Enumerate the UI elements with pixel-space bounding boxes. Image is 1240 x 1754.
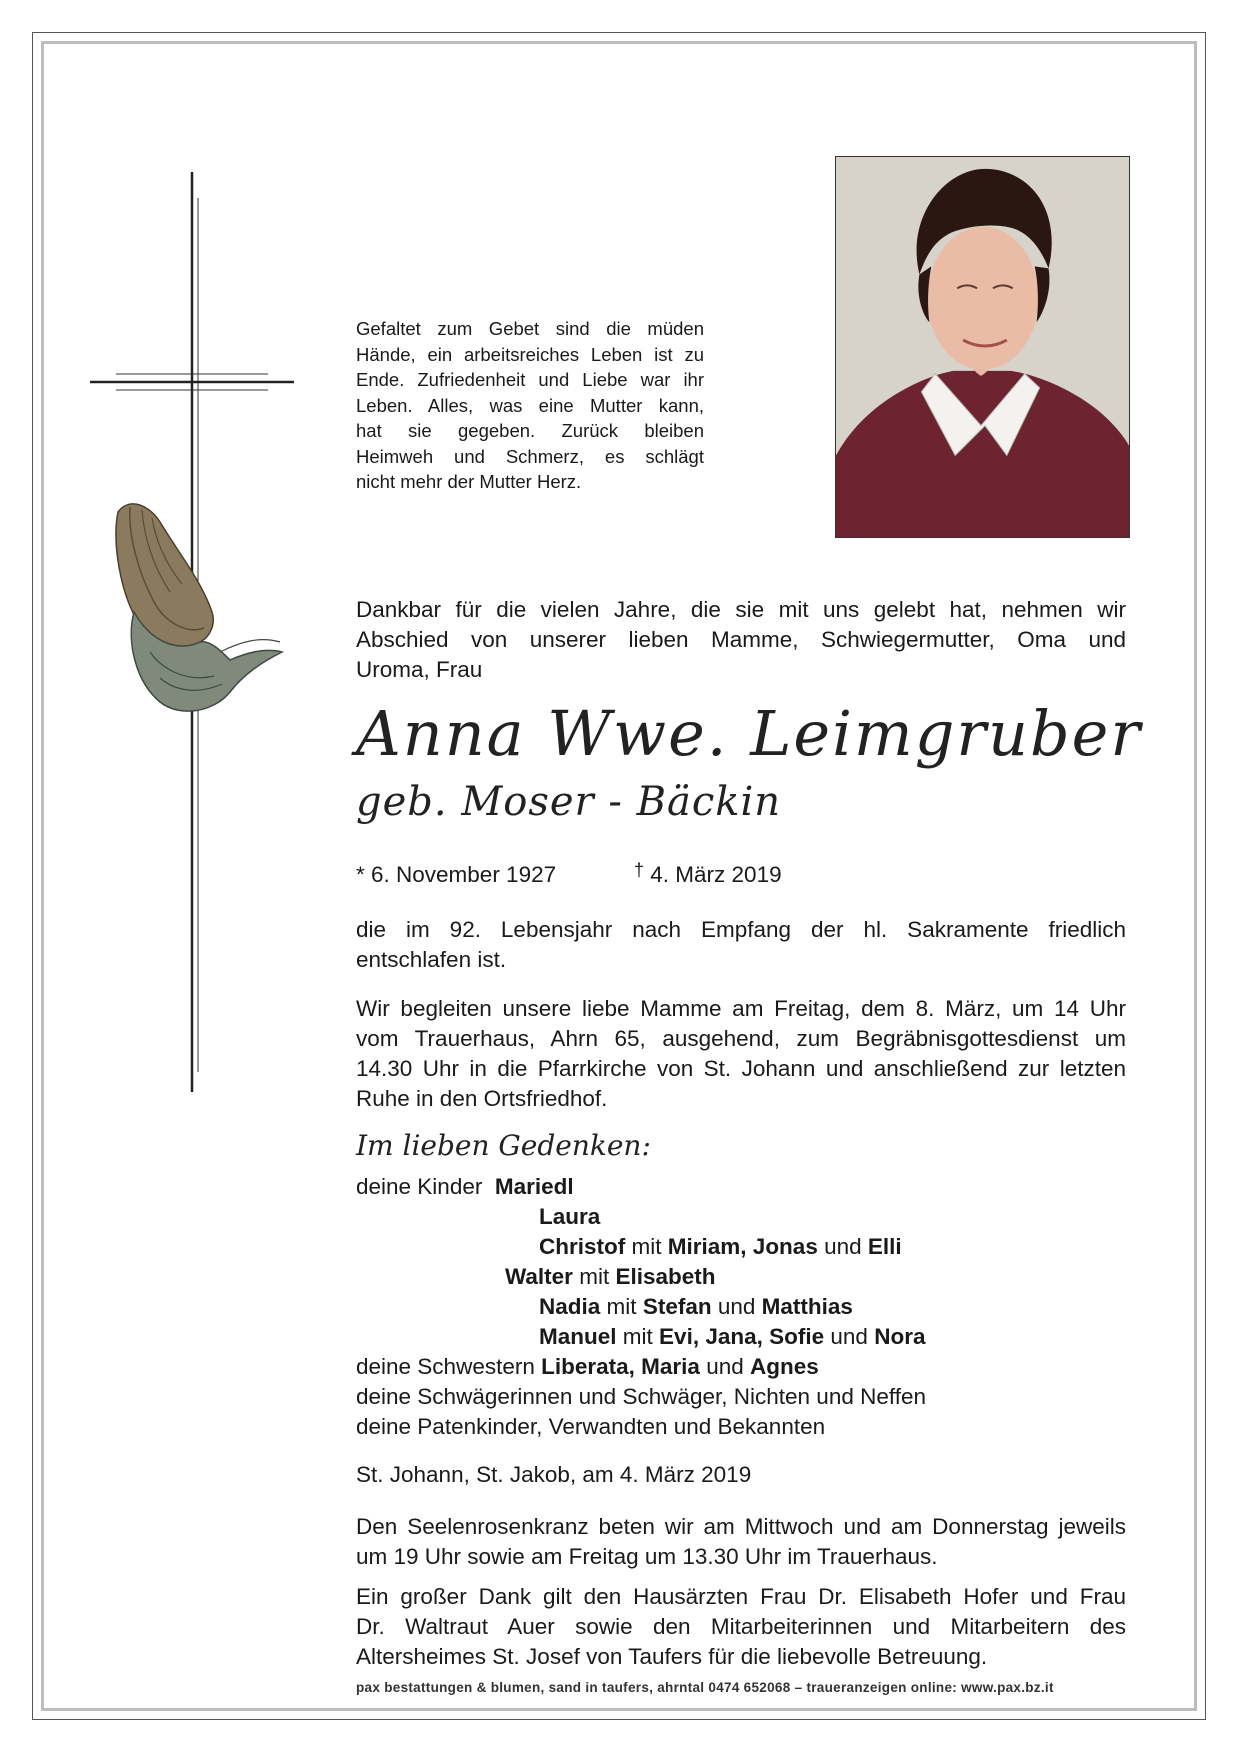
intro-line: Abschied von unserer lieben Mamme, Schwiegermutter, Oma und <box>356 627 1126 652</box>
birth-name: geb. Moser - Bäckin <box>356 779 782 825</box>
connector-text: mit <box>622 1324 653 1349</box>
kinder-label: deine Kinder <box>356 1174 483 1199</box>
deceased-name: Anna Wwe. Leimgruber <box>356 697 1142 770</box>
connector-text: mit <box>579 1264 610 1289</box>
family-godchildren-line: deine Patenkinder, Verwandten und Bekannten <box>356 1414 826 1439</box>
dagger-symbol: † <box>634 860 645 880</box>
funeral-line: 14.30 Uhr in die Pfarrkirche von St. Johann und anschließend zur letzten <box>356 1056 1126 1081</box>
death-date-text: 4. März 2019 <box>650 862 782 887</box>
footer-imprint: pax bestattungen & blumen, sand in taufers, ahrntal 0474 652068 – traueranzeigen online: www.pax.bz.it <box>356 1680 1054 1695</box>
sister-name: Agnes <box>750 1354 819 1379</box>
child-name: Walter <box>505 1264 573 1289</box>
verse-line: Hände, ein arbeitsreiches Leben ist zu <box>356 343 704 365</box>
thanks-line: Dr. Waltraut Auer sowie den Mitarbeiterinnen und Mitarbeitern des <box>356 1614 1126 1639</box>
grandchild-names: Miriam, Jonas <box>667 1234 818 1259</box>
cross-icon <box>90 172 300 1092</box>
verse-line: Gefaltet zum Gebet sind die müden <box>356 318 704 339</box>
child-name: Laura <box>539 1204 601 1229</box>
verse-line: Heimweh und Schmerz, es schlägt <box>356 445 704 467</box>
connector-text: mit <box>631 1234 662 1259</box>
great-grandchild-name: Nora <box>874 1324 926 1349</box>
birth-date: * 6. November 1927 <box>356 862 557 887</box>
great-grandchild-name: Stefan <box>642 1294 712 1319</box>
connector-text: und <box>830 1324 868 1349</box>
great-grandchild-names: Evi, Jana, Sofie <box>659 1324 825 1349</box>
spouse-name: Elisabeth <box>615 1264 716 1289</box>
thanks-line: Altersheimes St. Josef von Taufers für die liebevolle Betreuung. <box>356 1644 988 1669</box>
praying-hands-icon <box>116 504 282 711</box>
funeral-text <box>356 994 1126 1114</box>
funeral-line: Wir begleiten unsere liebe Mamme am Freitag, dem 8. März, um 14 Uhr <box>356 996 1126 1021</box>
connector-text: mit <box>606 1294 637 1319</box>
family-sisters-line <box>356 1352 819 1382</box>
portrait-photo <box>835 156 1130 538</box>
family-line <box>539 1292 853 1322</box>
sister-names: Liberata, Maria <box>541 1354 700 1379</box>
child-name: Mariedl <box>494 1174 574 1199</box>
family-line <box>505 1262 716 1292</box>
rosary-text <box>356 1512 1126 1572</box>
thanks-text <box>356 1582 1126 1672</box>
rosary-line: Den Seelenrosenkranz beten wir am Mittwoch und am Donnerstag jeweils <box>356 1514 1126 1539</box>
funeral-line: Ruhe in den Ortsfriedhof. <box>356 1086 608 1111</box>
family-line <box>539 1232 902 1262</box>
schwestern-label: deine Schwestern <box>356 1354 535 1379</box>
grandchild-name: Elli <box>867 1234 902 1259</box>
rosary-line: um 19 Uhr sowie am Freitag um 13.30 Uhr im Trauerhaus. <box>356 1544 938 1569</box>
family-inlaws-line: deine Schwägerinnen und Schwäger, Nichten und Neffen <box>356 1384 926 1409</box>
connector-text: und <box>717 1294 756 1319</box>
family-line <box>539 1202 600 1232</box>
verse-line: Ende. Zufriedenheit und Liebe war ihr <box>356 369 704 390</box>
verse-line: Leben. Alles, was eine Mutter kann, <box>356 394 704 416</box>
verse <box>356 316 704 495</box>
verse-line: hat sie gegeben. Zurück bleiben <box>356 420 704 441</box>
family-line <box>539 1322 925 1352</box>
passed-text <box>356 915 1126 975</box>
intro-line: Dankbar für die vielen Jahre, die sie mit uns gelebt hat, nehmen wir <box>356 597 1126 622</box>
family-kinder-line <box>356 1172 574 1202</box>
funeral-line: vom Trauerhaus, Ahrn 65, ausgehend, zum Begräbnisgottesdienst um <box>356 1026 1126 1051</box>
intro-line: Uroma, Frau <box>356 657 483 682</box>
thanks-line: Ein großer Dank gilt den Hausärzten Frau Dr. Elisabeth Hofer und Frau <box>356 1584 1126 1609</box>
death-date <box>634 860 782 891</box>
intro-text <box>356 595 1126 685</box>
place-date: St. Johann, St. Jakob, am 4. März 2019 <box>356 1462 752 1487</box>
connector-text: und <box>824 1234 862 1259</box>
grandchild-name: Manuel <box>539 1324 617 1349</box>
passed-line: entschlafen ist. <box>356 947 507 972</box>
connector-text: und <box>706 1354 744 1379</box>
gedenken-heading: Im lieben Gedenken: <box>356 1129 651 1162</box>
child-name: Christof <box>539 1234 626 1259</box>
great-grandchild-name: Matthias <box>761 1294 853 1319</box>
grandchild-name: Nadia <box>539 1294 601 1319</box>
verse-line: nicht mehr der Mutter Herz. <box>356 471 582 492</box>
passed-line: die im 92. Lebensjahr nach Empfang der hl. Sakramente friedlich <box>356 917 1126 942</box>
